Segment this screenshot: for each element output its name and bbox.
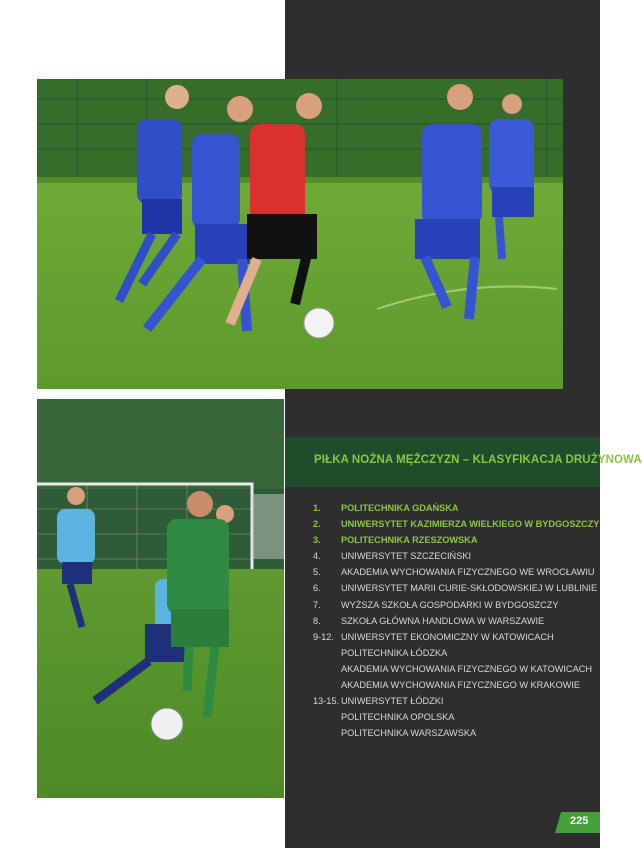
ranking-position: 6. — [313, 583, 321, 594]
ranking-team: AKADEMIA WYCHOWANIA FIZYCZNEGO W KATOWICACH — [341, 663, 592, 674]
section-title: PIŁKA NOŻNA MĘŻCZYZN – KLASYFIKACJA DRUŻYNOWA — [314, 454, 642, 466]
ranking-position: 1. — [313, 503, 321, 513]
ranking-position: 7. — [313, 599, 321, 610]
ranking-position — [313, 677, 341, 693]
ranking-position — [313, 709, 341, 725]
ranking-position: 3. — [313, 535, 321, 546]
ranking-row — [313, 613, 593, 629]
ranking-row — [313, 709, 593, 725]
ranking-team: UNIWERSYTET SZCZECIŃSKI — [341, 551, 471, 562]
match-photo-top-illustration — [37, 79, 563, 389]
ranking-team: UNIWERSYTET ŁÓDZKI — [341, 696, 444, 707]
ranking-team: WYŻSZA SZKOŁA GOSPODARKI W BYDGOSZCZY — [341, 599, 559, 610]
ranking-row — [313, 532, 593, 548]
ranking-list — [313, 500, 600, 741]
ranking-team: POLITECHNIKA ŁÓDZKA — [341, 647, 448, 658]
ranking-row — [313, 693, 593, 709]
ranking-position — [313, 645, 341, 661]
ranking-team: UNIWERSYTET KAZIMIERZA WIELKIEGO W BYDGOSZCZY — [341, 519, 600, 530]
ranking-row — [313, 516, 600, 532]
ranking-row — [313, 677, 593, 693]
ranking-position: 9-12. — [313, 631, 334, 642]
ranking-row — [313, 725, 593, 741]
ranking-team: POLITECHNIKA WARSZAWSKA — [341, 728, 477, 739]
ranking-team: AKADEMIA WYCHOWANIA FIZYCZNEGO W KRAKOWIE — [341, 680, 581, 691]
ranking-position — [313, 661, 341, 677]
ranking-team: SZKOŁA GŁÓWNA HANDLOWA W WARSZAWIE — [341, 615, 545, 626]
ranking-row — [313, 500, 593, 516]
ranking-row — [313, 548, 593, 564]
ranking-row — [313, 564, 593, 580]
ranking-position: 5. — [313, 567, 321, 578]
match-photo-bottom — [37, 399, 284, 798]
ranking-position: 13-15. — [313, 696, 340, 707]
ranking-team: POLITECHNIKA OPOLSKA — [341, 712, 455, 723]
ranking-team: POLITECHNIKA RZESZOWSKA — [341, 535, 478, 546]
ranking-team: POLITECHNIKA GDAŃSKA — [341, 503, 459, 513]
ranking-position: 8. — [313, 615, 321, 626]
ranking-team: AKADEMIA WYCHOWANIA FIZYCZNEGO WE WROCŁAWIU — [341, 567, 595, 578]
ranking-row — [313, 580, 598, 596]
ranking-position: 4. — [313, 551, 321, 562]
ranking-row — [313, 597, 593, 613]
ranking-position — [313, 725, 341, 741]
ranking-row — [313, 645, 593, 661]
ranking-position: 2. — [313, 519, 321, 530]
ranking-row — [313, 629, 593, 645]
ranking-team: UNIWERSYTET MARII CURIE-SKŁODOWSKIEJ W LUBLINIE — [341, 583, 598, 594]
ranking-row — [313, 661, 593, 677]
page-number: 225 — [570, 815, 589, 827]
match-photo-top — [37, 79, 563, 389]
match-photo-bottom-illustration — [37, 399, 284, 798]
ranking-team: UNIWERSYTET EKONOMICZNY W KATOWICACH — [341, 631, 554, 642]
